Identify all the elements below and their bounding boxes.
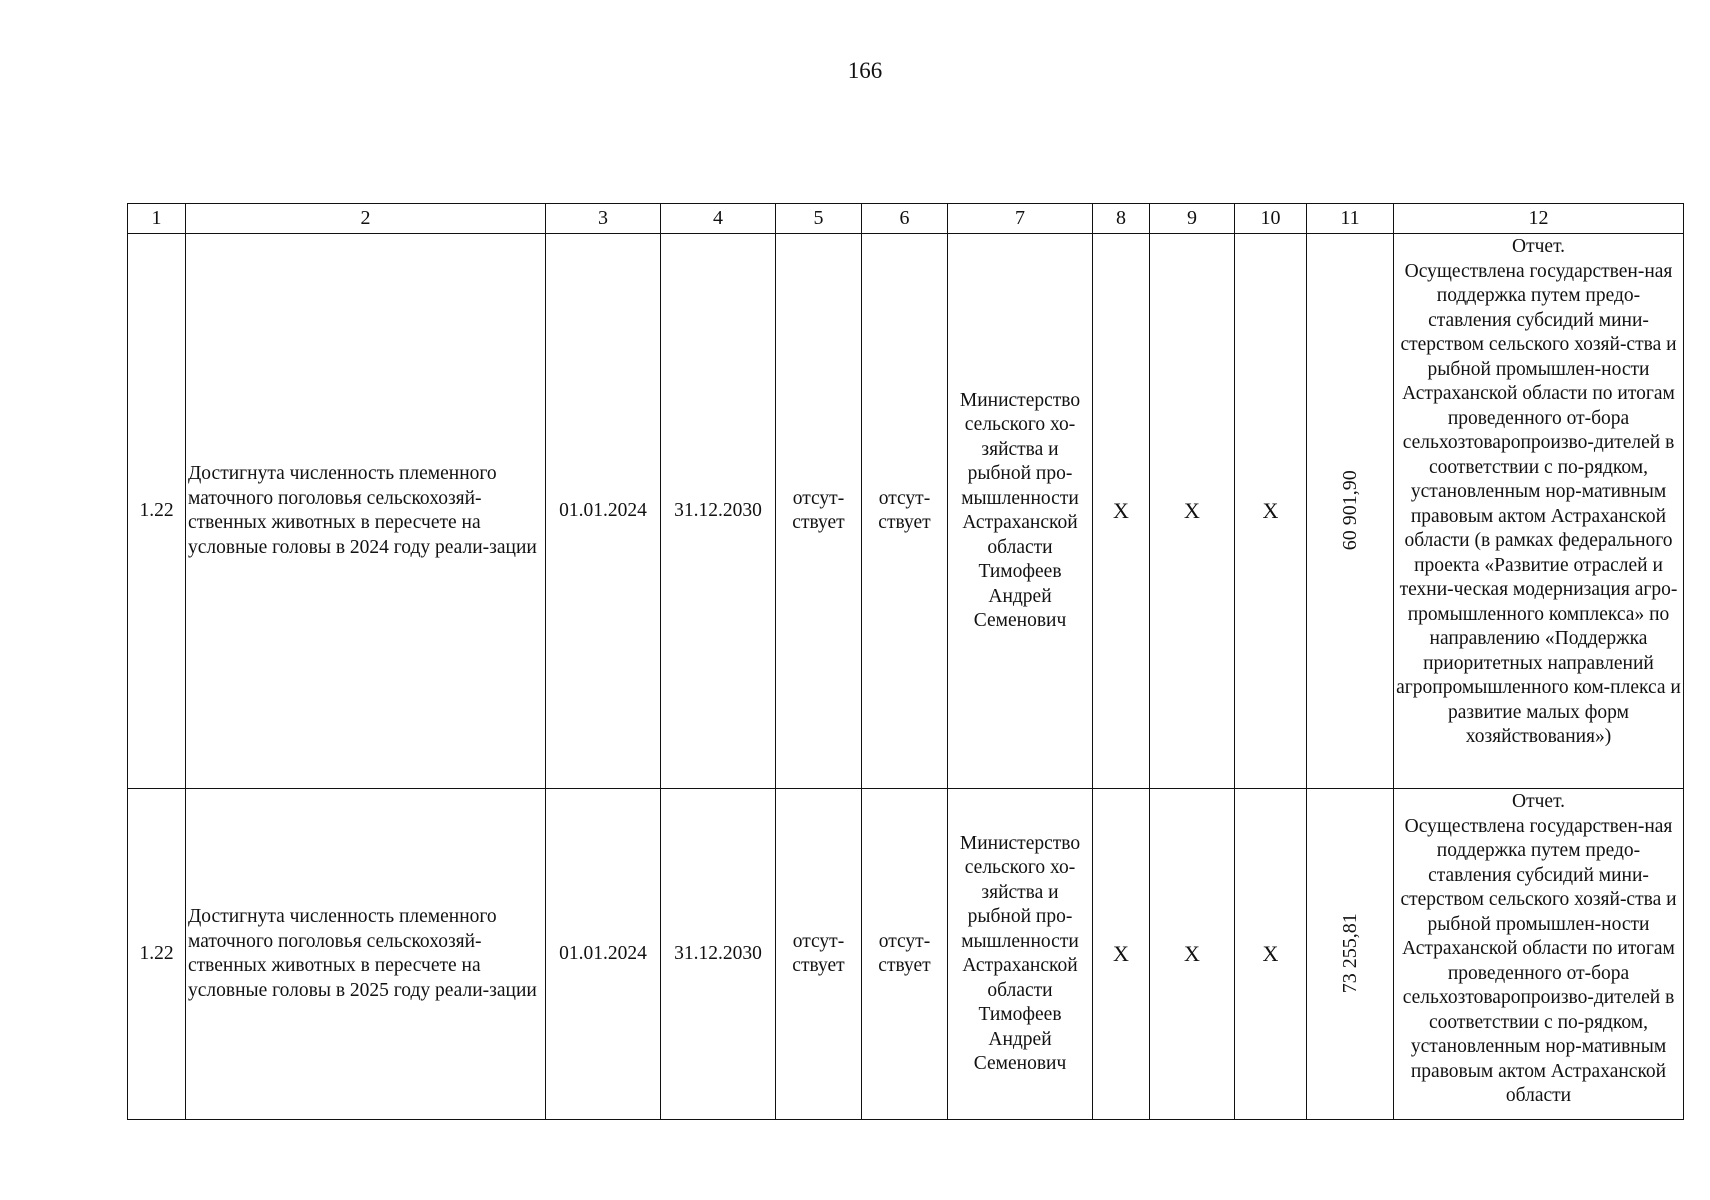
col10-value: Х <box>1235 234 1307 789</box>
header-cell: 2 <box>186 204 546 234</box>
amount-cell <box>1307 234 1394 789</box>
amount-value: 73 255,81 <box>1338 913 1361 994</box>
table-header-row <box>128 204 1684 234</box>
table-row <box>128 234 1684 789</box>
row-description: Достигнута численность племенного маточного поголовья сельскохозяй-ственных животных в пересчете на условные головы в 2025 году реали-зации <box>186 789 546 1120</box>
col8-value: Х <box>1093 234 1150 789</box>
amount-value: 60 901,90 <box>1338 470 1361 551</box>
start-date: 01.01.2024 <box>546 234 661 789</box>
row-number: 1.22 <box>128 789 186 1120</box>
report-cell <box>1394 789 1684 1120</box>
header-cell: 12 <box>1394 204 1684 234</box>
table-row <box>128 789 1684 1120</box>
end-date: 31.12.2030 <box>661 789 776 1120</box>
header-cell: 5 <box>776 204 862 234</box>
end-date: 31.12.2030 <box>661 234 776 789</box>
header-cell: 4 <box>661 204 776 234</box>
col8-value: Х <box>1093 789 1150 1120</box>
col6-value: отсут-ствует <box>862 789 948 1120</box>
amount-cell <box>1307 789 1394 1120</box>
col6-value: отсут-ствует <box>862 234 948 789</box>
page-number: 166 <box>847 58 883 83</box>
header-cell: 9 <box>1150 204 1235 234</box>
report-cell <box>1394 234 1684 789</box>
header-cell: 1 <box>128 204 186 234</box>
report-text: Осуществлена государствен-ная поддержка путем предо-ставления субсидий мини-стерством сельского хозяй-ства и рыбной промышлен-ности Астраханской области по итогам проведенного от-бора сельхозтоваропроизво-дителей в соответствии с по-рядком, установленным нор-мативным правовым актом Астраханской области (в рамках федерального проекта «Развитие отраслей и техни-ческая модернизация агро-промышленного комплекса» по направлению «Поддержка приоритетных направлений агропромышленного ком-плекса и развитие малых форм хозяйствования») <box>1396 260 1681 747</box>
header-cell: 3 <box>546 204 661 234</box>
col5-value: отсут-ствует <box>776 234 862 789</box>
header-cell: 6 <box>862 204 948 234</box>
col9-value: Х <box>1150 234 1235 789</box>
col10-value: Х <box>1235 789 1307 1120</box>
measures-table <box>127 203 1684 1120</box>
header-cell: 11 <box>1307 204 1394 234</box>
start-date: 01.01.2024 <box>546 789 661 1120</box>
report-text: Осуществлена государствен-ная поддержка путем предо-ставления субсидий мини-стерством сельского хозяй-ства и рыбной промышлен-ности Астраханской области по итогам проведенного от-бора сельхозтоваропроизво-дителей в соответствии с по-рядком, установленным нор-мативным правовым актом Астраханской области <box>1400 815 1677 1106</box>
responsible-person: Министерство сельского хо-зяйства и рыбной про-мышленности Астраханской области Тимофеев Андрей Семенович <box>948 234 1093 789</box>
report-title: Отчет. <box>1512 791 1565 812</box>
row-number: 1.22 <box>128 234 186 789</box>
document-table-wrapper <box>127 203 1684 1120</box>
responsible-person: Министерство сельского хо-зяйства и рыбной про-мышленности Астраханской области Тимофеев Андрей Семенович <box>948 789 1093 1120</box>
header-cell: 8 <box>1093 204 1150 234</box>
row-description: Достигнута численность племенного маточного поголовья сельскохозяй-ственных животных в пересчете на условные головы в 2024 году реали-зации <box>186 234 546 789</box>
header-cell: 10 <box>1235 204 1307 234</box>
header-cell: 7 <box>948 204 1093 234</box>
col9-value: Х <box>1150 789 1235 1120</box>
report-title: Отчет. <box>1512 236 1565 257</box>
col5-value: отсут-ствует <box>776 789 862 1120</box>
